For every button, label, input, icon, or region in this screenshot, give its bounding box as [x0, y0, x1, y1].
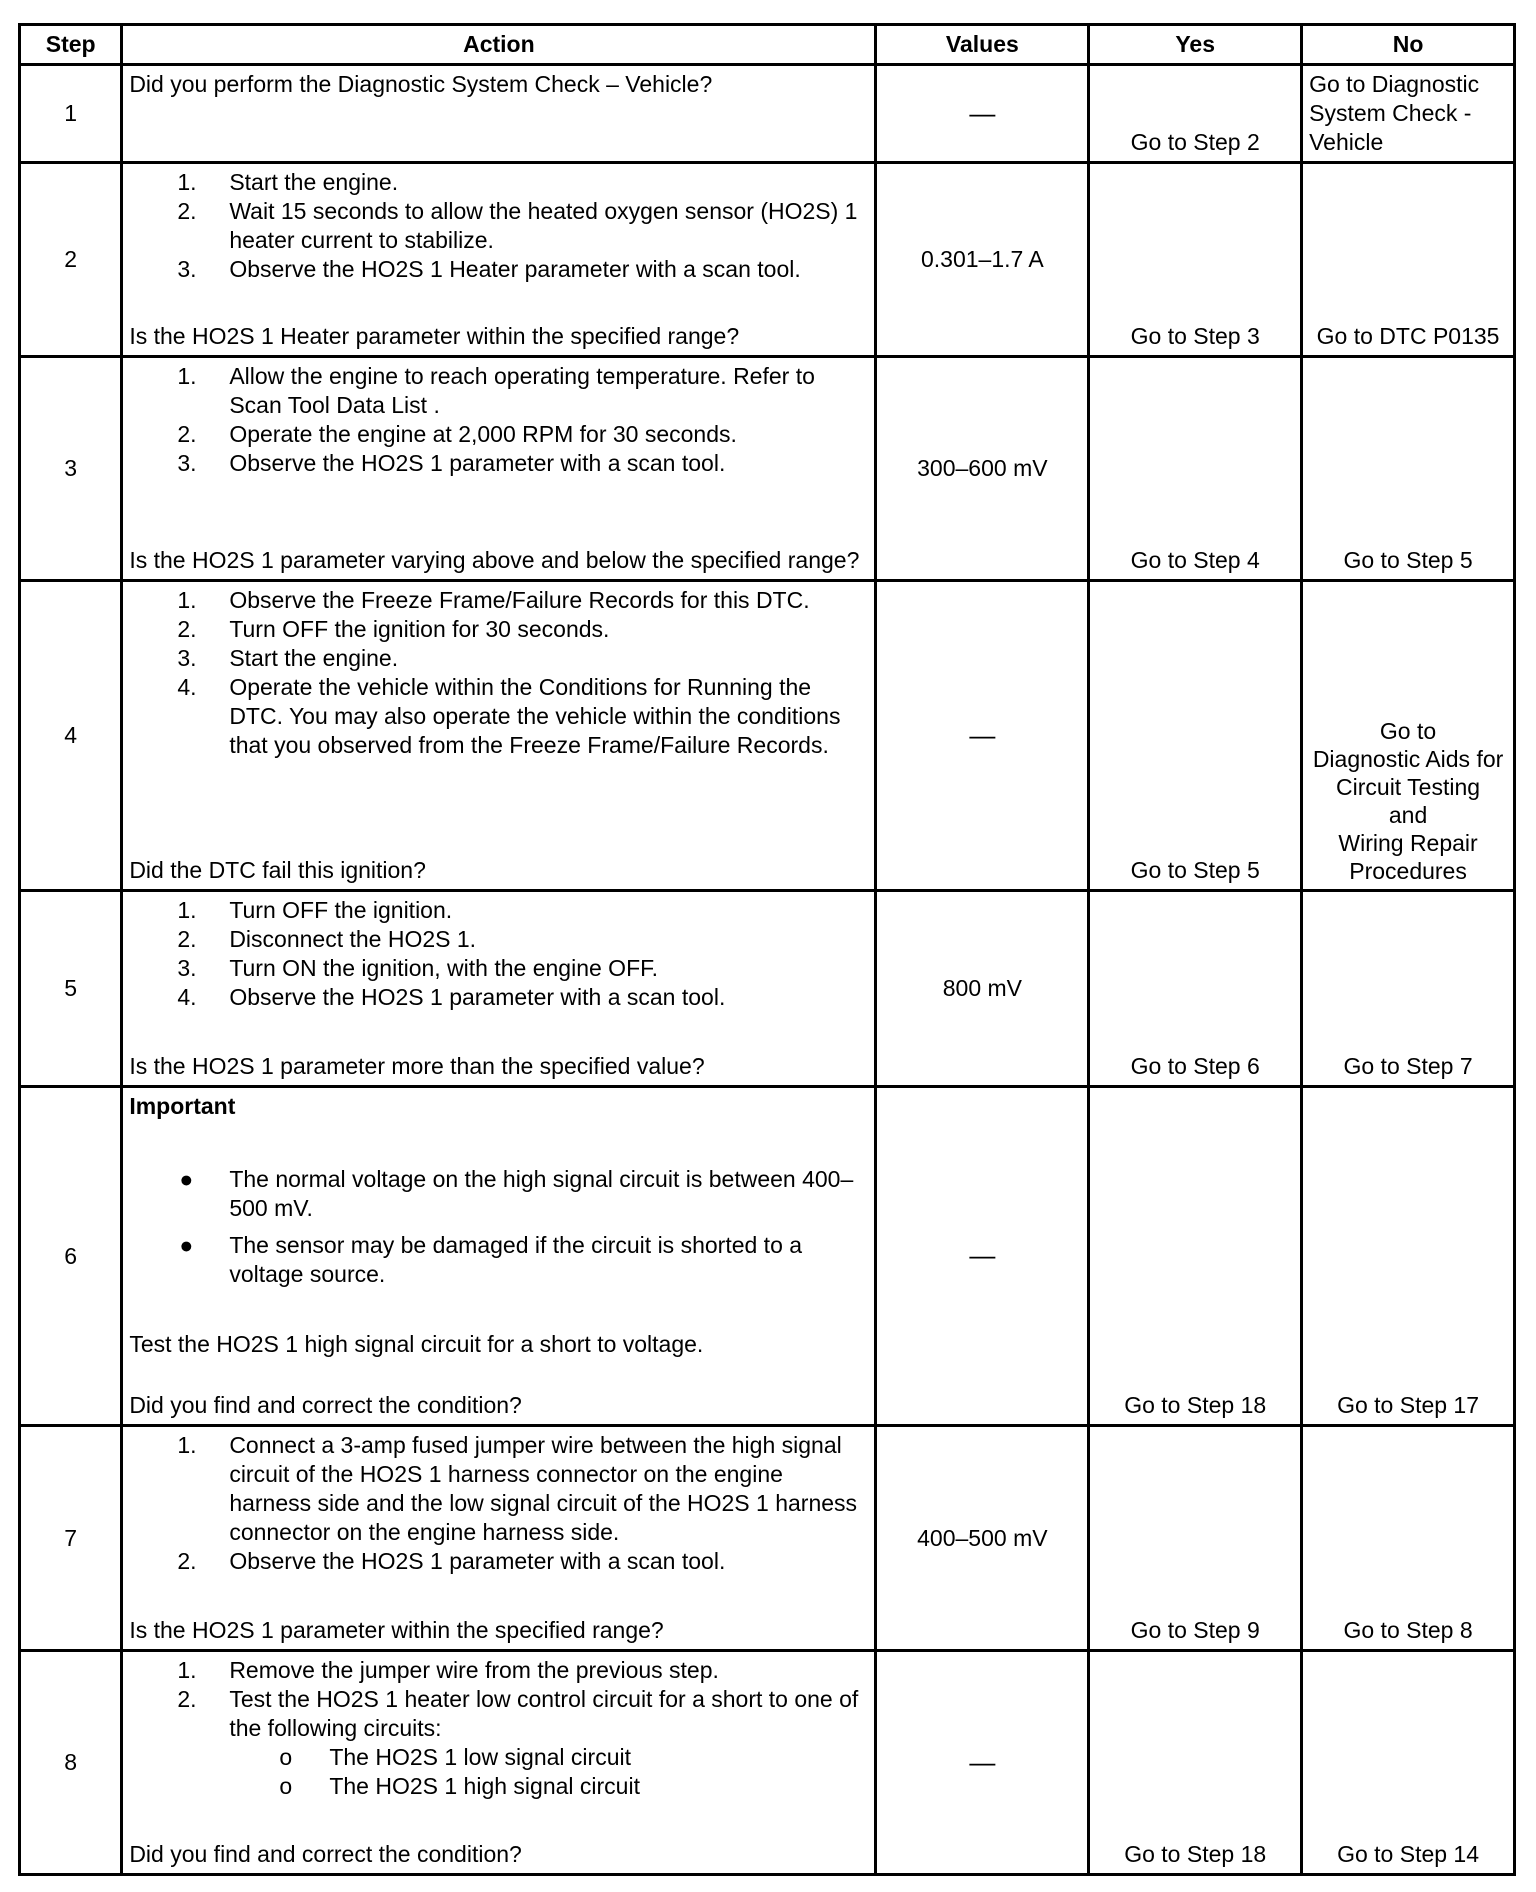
- values-cell: [876, 357, 1089, 581]
- action-steps: [129, 1656, 868, 1743]
- no-cell: [1302, 1426, 1515, 1651]
- action-question: Did you find and correct the condition?: [129, 1392, 522, 1418]
- no-link[interactable]: Go to Diagnostic Aids for Circuit Testing and Wiring Repair Procedures: [1312, 718, 1504, 884]
- table-row: [20, 1651, 1515, 1875]
- action-question: Is the HO2S 1 Heater parameter within the specified range?: [129, 323, 740, 349]
- table-row: [20, 891, 1515, 1087]
- no-link[interactable]: Go to Step 5: [1343, 547, 1473, 573]
- yes-cell: [1089, 581, 1302, 891]
- action-step: 3. Observe the HO2S 1 parameter with a scan tool.: [177, 450, 726, 476]
- action-step: 3. Observe the HO2S 1 Heater parameter with a scan tool.: [177, 256, 801, 282]
- action-cell: [122, 163, 876, 357]
- action-step: 2. Wait 15 seconds to allow the heated oxygen sensor (HO2S) 1 heater current to stabilize.: [177, 198, 858, 253]
- action-step: 1. Connect a 3-amp fused jumper wire between the high signal circuit of the HO2S 1 harness connector on the engine harness side and the low signal circuit of the HO2S 1 harness connector on the engine harness side.: [177, 1432, 858, 1545]
- sub-item: o The HO2S 1 high signal circuit: [279, 1773, 640, 1799]
- values-cell: [876, 1087, 1089, 1426]
- action-step: 2. Operate the engine at 2,000 RPM for 30 seconds.: [177, 421, 737, 447]
- yes-link[interactable]: Go to Step 6: [1130, 1053, 1260, 1079]
- diagnostic-table-container: [18, 23, 1516, 1876]
- action-text: Test the HO2S 1 high signal circuit for a short to voltage.: [129, 1331, 704, 1357]
- values-cell: [876, 1426, 1089, 1651]
- values-cell: [876, 581, 1089, 891]
- yes-link[interactable]: Go to Step 2: [1130, 129, 1260, 155]
- no-link[interactable]: Go to Step 17: [1337, 1392, 1480, 1418]
- header-row: [20, 25, 1515, 65]
- yes-link[interactable]: Go to Step 9: [1130, 1617, 1260, 1643]
- action-step: 4. Observe the HO2S 1 parameter with a scan tool.: [177, 984, 726, 1010]
- action-step: 1. Allow the engine to reach operating temperature. Refer to Scan Tool Data List .: [177, 363, 815, 418]
- no-cell: [1302, 891, 1515, 1087]
- action-step: 3. Start the engine.: [177, 645, 399, 671]
- action-cell: [122, 1087, 876, 1426]
- values-text: 800 mV: [942, 975, 1022, 1001]
- yes-cell: [1089, 163, 1302, 357]
- values-cell: [876, 891, 1089, 1087]
- values-text: —: [969, 719, 996, 750]
- diagnostic-table: [18, 23, 1516, 1876]
- header-action: Action: [122, 25, 876, 65]
- step-number: 4: [20, 581, 122, 891]
- action-cell: [122, 581, 876, 891]
- action-steps: [129, 896, 868, 1012]
- no-link[interactable]: Go to Step 14: [1337, 1841, 1480, 1867]
- action-step: 2. Disconnect the HO2S 1.: [177, 926, 477, 952]
- table-row: [20, 357, 1515, 581]
- action-step: 3. Turn ON the ignition, with the engine OFF.: [177, 955, 659, 981]
- step-number: 8: [20, 1651, 122, 1875]
- action-cell: [122, 357, 876, 581]
- table-row: [20, 1087, 1515, 1426]
- values-text: —: [969, 1240, 996, 1270]
- action-text: Did you perform the Diagnostic System Check – Vehicle?: [129, 71, 713, 97]
- no-link[interactable]: Go to Step 7: [1343, 1053, 1473, 1079]
- no-cell: [1302, 1087, 1515, 1426]
- values-cell: [876, 65, 1089, 163]
- yes-link[interactable]: Go to Step 3: [1130, 323, 1260, 349]
- values-cell: [876, 163, 1089, 357]
- yes-link[interactable]: Go to Step 5: [1130, 857, 1260, 883]
- table-row: [20, 1426, 1515, 1651]
- yes-cell: [1089, 891, 1302, 1087]
- action-step: 4. Operate the vehicle within the Conditions for Running the DTC. You may also operate the vehicle within the conditions that you observed from the Freeze Frame/Failure Records.: [177, 674, 841, 758]
- action-step: 1. Remove the jumper wire from the previous step.: [177, 1657, 719, 1683]
- yes-link[interactable]: Go to Step 18: [1124, 1392, 1267, 1418]
- action-question: Is the HO2S 1 parameter within the specified range?: [129, 1617, 664, 1643]
- values-text: —: [969, 1746, 996, 1777]
- bullet-item: ● The sensor may be damaged if the circuit is shorted to a voltage source.: [179, 1232, 803, 1287]
- action-question: Is the HO2S 1 parameter more than the specified value?: [129, 1053, 705, 1079]
- yes-link[interactable]: Go to Step 18: [1124, 1841, 1267, 1867]
- action-step: 1. Start the engine.: [177, 169, 399, 195]
- step-number: 2: [20, 163, 122, 357]
- no-cell: [1302, 65, 1515, 163]
- step-number: 5: [20, 891, 122, 1087]
- action-question: Did you find and correct the condition?: [129, 1841, 522, 1867]
- action-steps: [129, 1431, 868, 1576]
- yes-cell: [1089, 357, 1302, 581]
- no-cell: [1302, 357, 1515, 581]
- no-cell: [1302, 163, 1515, 357]
- header-yes: Yes: [1089, 25, 1302, 65]
- action-step: 2. Test the HO2S 1 heater low control circuit for a short to one of the following circuits:: [177, 1686, 859, 1741]
- header-no: No: [1302, 25, 1515, 65]
- bullet-item: ● The normal voltage on the high signal circuit is between 400–500 mV.: [179, 1166, 854, 1221]
- action-cell: [122, 1426, 876, 1651]
- action-steps: [129, 586, 868, 760]
- step-number: 1: [20, 65, 122, 163]
- yes-cell: [1089, 65, 1302, 163]
- no-link[interactable]: Go to DTC P0135: [1316, 323, 1500, 349]
- yes-link[interactable]: Go to Step 4: [1130, 547, 1260, 573]
- action-step: 2. Observe the HO2S 1 parameter with a scan tool.: [177, 1548, 726, 1574]
- yes-cell: [1089, 1087, 1302, 1426]
- values-text: 300–600 mV: [917, 455, 1048, 481]
- sub-item: o The HO2S 1 low signal circuit: [279, 1744, 631, 1770]
- values-text: —: [969, 97, 996, 128]
- values-text: 0.301–1.7 A: [920, 246, 1044, 272]
- yes-cell: [1089, 1651, 1302, 1875]
- action-question: Did the DTC fail this ignition?: [129, 857, 426, 883]
- table-row: [20, 163, 1515, 357]
- no-link[interactable]: Go to Step 8: [1343, 1617, 1473, 1643]
- action-cell: [122, 1651, 876, 1875]
- yes-cell: [1089, 1426, 1302, 1651]
- action-cell: [122, 891, 876, 1087]
- step-number: 6: [20, 1087, 122, 1426]
- action-steps: [129, 168, 868, 284]
- no-link[interactable]: Go to Diagnostic System Check - Vehicle: [1309, 71, 1480, 155]
- header-step: Step: [20, 25, 122, 65]
- step-number: 3: [20, 357, 122, 581]
- action-cell: [122, 65, 876, 163]
- action-step: 1. Turn OFF the ignition.: [177, 897, 453, 923]
- no-cell: [1302, 581, 1515, 891]
- no-cell: [1302, 1651, 1515, 1875]
- action-step: 1. Observe the Freeze Frame/Failure Records for this DTC.: [177, 587, 810, 613]
- table-row: [20, 581, 1515, 891]
- values-text: 400–500 mV: [917, 1524, 1048, 1551]
- header-values: Values: [876, 25, 1089, 65]
- action-steps: [129, 362, 868, 478]
- table-row: [20, 65, 1515, 163]
- important-heading: Important: [129, 1093, 236, 1119]
- step-number: 7: [20, 1426, 122, 1651]
- values-cell: [876, 1651, 1089, 1875]
- action-question: Is the HO2S 1 parameter varying above and below the specified range?: [129, 547, 860, 573]
- action-step: 2. Turn OFF the ignition for 30 seconds.: [177, 616, 610, 642]
